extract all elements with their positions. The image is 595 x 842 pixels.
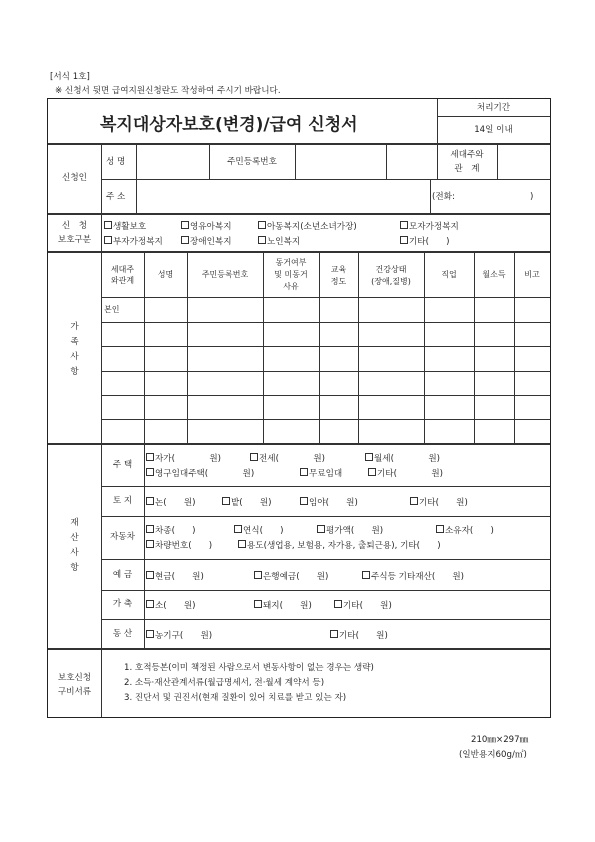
family-header-relation: 세대주 와관계 — [110, 265, 135, 285]
checkbox-icon — [400, 221, 408, 229]
household-label: 세대주와 — [450, 150, 484, 160]
land-rice-paddy[interactable]: 논( 원) — [146, 497, 196, 508]
land-field[interactable]: 밭( 원) — [222, 497, 272, 508]
processing-label: 처리기간 — [476, 103, 511, 113]
checkbox-welfare-basic[interactable]: 생활보호 — [104, 221, 146, 232]
checkbox-icon — [362, 571, 370, 579]
family-row-self-label: 본인 — [104, 305, 120, 314]
checkbox-icon — [146, 525, 154, 533]
checkbox-icon — [146, 453, 154, 461]
movable-other[interactable]: 기타( 원) — [330, 630, 388, 641]
checkbox-infant[interactable]: 영유아복지 — [181, 221, 232, 232]
checkbox-child[interactable]: 아동복지(소년소녀가장) — [258, 221, 357, 232]
family-header-education: 교육 정도 — [330, 265, 347, 286]
livestock-other[interactable]: 기타( 원) — [334, 600, 392, 611]
family-header-rrn: 주민등록번호 — [201, 270, 249, 279]
deposit-stocks[interactable]: 주식등 기타재산( 원) — [362, 571, 464, 582]
phone-close: ) — [530, 192, 534, 202]
land-other[interactable]: 기타( 원) — [410, 497, 468, 508]
land-forest[interactable]: 임야( 원) — [300, 497, 358, 508]
housing-jeonse[interactable]: 전세( 원) — [250, 453, 325, 464]
address-label: 주 소 — [106, 192, 126, 202]
form-number: [서식 1호] — [50, 72, 90, 82]
checkbox-icon — [146, 540, 154, 548]
checkbox-icon — [258, 221, 266, 229]
livestock-pig[interactable]: 돼지( 원) — [254, 600, 312, 611]
checkbox-icon — [234, 525, 242, 533]
household-label-2: 관 계 — [454, 164, 480, 174]
car-model[interactable]: 차종( ) — [146, 525, 196, 536]
family-header-income: 월소득 — [482, 270, 506, 279]
deposit-cash[interactable]: 현금( 원) — [146, 571, 204, 582]
car-label: 자동차 — [110, 532, 135, 542]
checkbox-icon — [104, 236, 112, 244]
checkbox-icon — [410, 497, 418, 505]
documents-item-3: 3. 진단서 및 권진서(현재 질환이 있어 치료를 받고 있는 자) — [124, 693, 347, 703]
checkbox-mother-child[interactable]: 모자가정복지 — [400, 221, 459, 232]
form-note: ※ 신청서 뒷면 급여지원신청란도 작성하여 주시기 바랍니다. — [55, 86, 281, 96]
processing-value: 14일 이내 — [474, 125, 513, 135]
property-label-4: 항 — [70, 563, 79, 573]
rrn-label: 주민등록번호 — [227, 157, 277, 167]
checkbox-icon — [334, 600, 342, 608]
checkbox-elderly[interactable]: 노인복지 — [258, 236, 300, 247]
checkbox-icon — [104, 221, 112, 229]
checkbox-icon — [146, 571, 154, 579]
housing-monthly[interactable]: 월세( 원) — [365, 453, 440, 464]
checkbox-icon — [181, 236, 189, 244]
checkbox-other[interactable]: 기타( ) — [400, 236, 450, 247]
checkbox-icon — [146, 600, 154, 608]
deposit-bank[interactable]: 은행예금( 원) — [254, 571, 328, 582]
family-label-4: 항 — [70, 367, 79, 377]
housing-label: 주 택 — [112, 460, 133, 470]
housing-own[interactable]: 자가( 원) — [146, 453, 221, 464]
property-label-2: 산 — [70, 533, 79, 543]
paper-type: (일반용지60g/㎡) — [459, 750, 527, 760]
movable-label: 동 산 — [112, 629, 133, 639]
property-label-3: 사 — [70, 548, 79, 558]
form-title: 복지대상자보호(변경)/급여 신청서 — [100, 115, 358, 135]
family-header-health: 건강상태 (장애,질병) — [371, 265, 411, 286]
checkbox-icon — [250, 453, 258, 461]
checkbox-icon — [238, 540, 246, 548]
checkbox-icon — [368, 468, 376, 476]
applicant-section-label: 신청인 — [62, 173, 87, 183]
housing-free-rent[interactable]: 무료임대 — [300, 468, 342, 479]
name-label: 성 명 — [106, 157, 126, 167]
protection-label: 신 청 — [61, 221, 88, 231]
phone-label: (전화: — [432, 192, 455, 202]
family-label-2: 족 — [70, 337, 79, 347]
checkbox-icon — [365, 453, 373, 461]
checkbox-icon — [146, 497, 154, 505]
checkbox-disabled[interactable]: 장애인복지 — [181, 236, 232, 247]
checkbox-icon — [400, 236, 408, 244]
checkbox-icon — [300, 468, 308, 476]
livestock-label: 가 축 — [112, 599, 133, 609]
housing-permanent-rent[interactable]: 영구임대주택( 원) — [146, 468, 254, 479]
property-label-1: 재 — [70, 518, 79, 528]
livestock-cattle[interactable]: 소( 원) — [146, 600, 196, 611]
deposit-label: 예 금 — [112, 570, 133, 580]
documents-label: 보호신청 — [57, 673, 92, 683]
family-label-3: 사 — [70, 352, 79, 362]
family-header-job: 직업 — [441, 270, 457, 279]
checkbox-icon — [254, 571, 262, 579]
checkbox-icon — [300, 497, 308, 505]
checkbox-icon — [436, 525, 444, 533]
family-header-name: 성명 — [157, 270, 174, 279]
checkbox-icon — [317, 525, 325, 533]
checkbox-icon — [222, 497, 230, 505]
land-label: 토 지 — [112, 496, 133, 506]
checkbox-father-child[interactable]: 부자가정복지 — [104, 236, 163, 247]
checkbox-icon — [181, 221, 189, 229]
documents-label-2: 구비서류 — [57, 687, 92, 697]
family-header-remarks: 비고 — [524, 270, 540, 279]
checkbox-icon — [146, 468, 154, 476]
checkbox-icon — [146, 630, 154, 638]
car-value[interactable]: 평가액( 원) — [317, 525, 383, 536]
movable-farm-equipment[interactable]: 농기구( 원) — [146, 630, 212, 641]
paper-size: 210㎜×297㎜ — [471, 735, 529, 745]
checkbox-icon — [330, 630, 338, 638]
checkbox-icon — [258, 236, 266, 244]
housing-other[interactable]: 기타( 원) — [368, 468, 443, 479]
car-year[interactable]: 연식( ) — [234, 525, 284, 536]
family-label-1: 가 — [70, 322, 79, 332]
car-owner[interactable]: 소유자( ) — [436, 525, 494, 536]
car-usage[interactable]: 용도(생업용, 보험용, 자가용, 출퇴근용), 기타( ) — [238, 540, 441, 551]
checkbox-icon — [254, 600, 262, 608]
protection-label-2: 보호구분 — [57, 235, 92, 245]
car-plate[interactable]: 차량번호( ) — [146, 540, 212, 551]
documents-item-1: 1. 호적등본(이미 책정된 사람으로서 변동사항이 없는 경우는 생략) — [124, 663, 374, 673]
form-frame — [47, 98, 551, 718]
family-header-cohabit: 동거여부 및 미동거 사유 — [274, 258, 308, 291]
documents-item-2: 2. 소득·재산관계서류(월급명세서, 전·월세 계약서 등) — [124, 678, 325, 688]
